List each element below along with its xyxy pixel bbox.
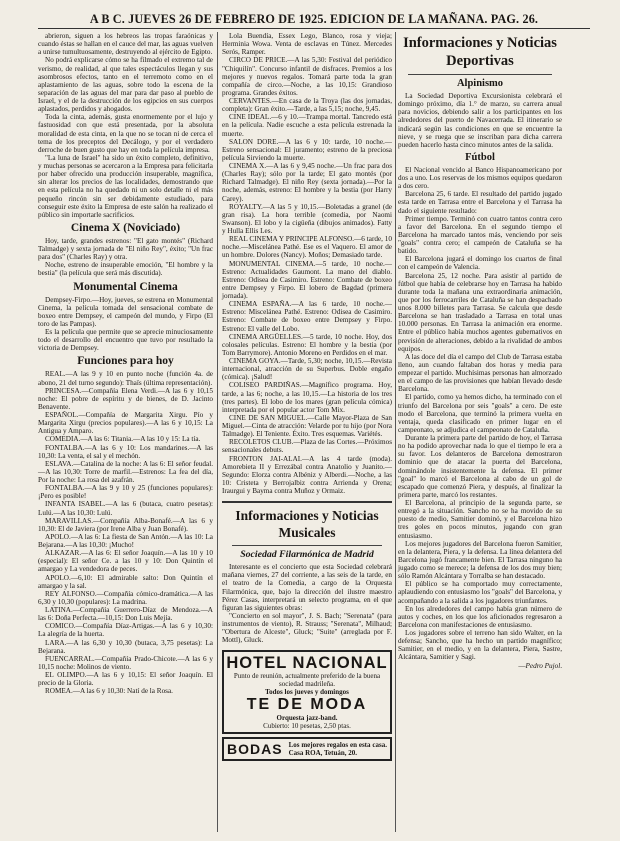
listing-entry: ALKAZAR.—A las 6: El señor Joaquín.—A las 10 y 10 (especial): El señor Ce. a las 10 y 10: Don Quintín el amargao y La vendedora de peces.	[38, 549, 213, 574]
listing-entry: APOLO.—A las 6: La fiesta de San Antón.—A las 10: La Bejarana.—A las 10,30: ¡Mucho!	[38, 532, 213, 549]
signature-name: Pedro Pujol	[525, 661, 561, 670]
ad-text: Cubierto: 10 pesetas, 2,50 ptas.	[263, 722, 351, 731]
ad-text: Punto de reunión, actualmente preferido de la buena sociedad madrileña.	[233, 672, 381, 689]
listing-entry: CINE IDEAL.—6 y 10.—Trampa mortal. Tancredo está en la película. Nadie escuche a esta película estrenada la muerte.	[222, 113, 392, 138]
listing-entry: EL OLIMPO.—A las 6 y 10,15: El señor Joaquín. El precio de la Gloria.	[38, 671, 213, 688]
paragraph: El público se ha comportado muy correctamente, aplaudiendo con entusiasmo los "goals" del Barcelona, y acompañando a la salida a los jugadores triunfantes.	[398, 580, 562, 605]
paragraph: Barcelona 25, 12 noche. Para asistir al partido de fútbol que había de celebrarse hoy en Tarrasa ha habido durante toda la mañana una extraordinaria animación, que por los ferrocarriles de Cataluña se han despachado unos 8.000 billetes para Tarrasa. Se calcula que desde Barcelona se han trasladado a Tarrasa en total unas 10.000 personas. En Tarrasa la animación era enorme. Entre el público había muchos agentes gubernativos en previsión de alteraciones, debido a la rivalidad de ambos equipos.	[398, 271, 562, 353]
listing-entry: FRONTON JAI-ALAI.—A las 4 tarde (moda). Amorebieta II y Errezábal contra Anatolio y Juanito.—Segundo: Elorza contra Albéniz y Alberdi.—Noche, a las 10: Cristeta y Berrojalbiz contra Arrienda y Orena; Iraurgui y Bayma contra Muñoz y Ormaiz.	[222, 454, 392, 495]
header-rule	[38, 28, 590, 29]
advertisement-hotel	[222, 650, 392, 734]
paragraph: El Barcelona jugará el domingo los cuartos de final con el campeón de Valencia.	[398, 255, 562, 272]
ad-text: Orquesta jazz-band.	[276, 714, 338, 723]
listing-entry: CIRCO DE PRICE.—A las 5,30: Festival del periódico "Chiquilín". Concurso infantil de disfraces. Premios a los mejores y nuevos regalos. Tomará parte toda la gran compañía de circo.—Noche, a las 10,15: Grandioso programa. Grandes éxitos.	[222, 56, 392, 97]
listing-entry: REAL CINEMA Y PRINCIPE ALFONSO.—6 tarde, 10 noche.—Miscelánea Pathé. Ese es el Vaquero. El amor de un hombre. Dolores (Nancy). Moños; Demasiado tarde.	[222, 235, 392, 260]
column-left	[38, 32, 213, 695]
listing-entry: ESPAÑOL.—Compañía de Margarita Xirgu. Pío y Margarita Xirgu (precios populares).—A las 6 y 10,15: La Antigua y Amparo.	[38, 411, 213, 436]
listing-entry: COMEDIA.—A las 6: Titania.—A las 10 y 15: La tía.	[45, 435, 201, 444]
listing-entry: CINEMA GOYA.—Tarde, 5,30; noche, 10,15.—Revista internacional, atracción de su Superbus. Doble engaño (cómica). ¡Salud!	[222, 357, 392, 382]
listing-entry: LARA.—A las 6,30 y 10,30 (butaca, 3,75 pesetas): La Bejarana.	[38, 638, 213, 655]
listing-entry: FONTALBA.—A las 6 y 10: Los mandarines.—A las 10,30: La venta, el sal y el mechón.	[38, 443, 213, 460]
listing-entry: MONUMENTAL CINEMA.—5 tarde, 10 noche.—Estreno: Actualidades Gaumont. La mano del diablo. Estreno: Odisea de Casimiro. Estreno: Combate de boxeo entre Dempsey y Firpo. El lobero de Bagdad (primera jornada).	[222, 259, 392, 300]
listing-entry: ESLAVA.—Catalina de la noche: A las 6: El señor feudal.—A las 10,30: Torre de marfil.—Estrenos: La fea del día, Por la noche: La rosa del azafrán.	[38, 459, 213, 484]
listing-entry: RECOLETOS CLUB.—Plaza de las Cortes.—Próximos sensacionales debuts.	[222, 438, 392, 455]
column-middle	[222, 32, 392, 761]
paragraph: Hoy, tarde, grandes estrenos: "El gato montés" (Richard Talmadge) y sexta jornada de "El niño Rey", éxito; "Un frac para dos" (Charles Ray) y otra.	[38, 236, 213, 262]
ad-text: Todos los jueves y domingos	[265, 688, 349, 697]
paragraph: La Sociedad Deportiva Excursionista celebrará el domingo próximo, día 1.° de marzo, su carrera anual para novicios, debiendo salir a los participantes en los alrededores del puerto de Navacerrada. El itinerario se indicará según las condiciones en que se encuentre la nieve, y se ruega que se inscriban para dicha carrera pueden hacerlo hasta cinco minutos antes de la salida.	[398, 92, 562, 149]
paragraph: "La luna de Israel" ha sido un éxito completo, definitivo, y muchas personas se acercaron a la Empresa para felicitarla por haber ofrecido una producción insuperable, magnífica, sin alterar los precios de las localidades, demostrando que en esta película no ha quedado ni un solo detalle ni el más pequeño rincón sin ser debidamente estudiado, para conseguir este éxito la Empresa de este salón ha realizado el público sin importarle sacrificios.	[38, 153, 213, 219]
ad-title: HOTEL NACIONAL	[226, 654, 388, 673]
listing-entry: COMICO.—Compañía Díaz-Artigas.—A las 6 y 10,30: La alegría de la huerta.	[38, 622, 213, 639]
paragraph: Primer tiempo. Terminó con cuatro tantos contra cero a favor del Barcelona. En el segundo tiempo el Barcelona ha marcado tantos más, venciendo por seis "goals" contra cero; el campeón de Cataluña se ha batido.	[398, 214, 562, 256]
listing-entry: ROMEA.—A las 6 y 10,30: Natí de la Rosa.	[45, 687, 173, 696]
section-heading: Informaciones y Noticias Deportivas	[403, 35, 557, 69]
listing-entry: COLISEO PARDIÑAS.—Magnífico programa. Hoy, tarde, a las 6; noche, a las 10,15.—La historia de los tres (tres partes). El lobo de los mares (gran película cómica) interpretada por el popular actor Tom Mix.	[222, 381, 392, 414]
paragraph: "Concierto en sol mayor", J. S. Bach; "Serenata" (para instrumentos de viento), R. Strauss; "Serenata", Milhaud; "Obertura de Alceste", Gluck; "Suite" (arreglada por F. Mottl), Gluck.	[222, 611, 392, 645]
listing-entry: REY ALFONSO.—Compañía cómico-dramática.—A las 6,30 y 10,30 (populares): La madrina.	[38, 589, 213, 606]
paragraph: Durante la primera parte del partido de hoy, el Tarrasa no ha podido aprovechar nada lo que el tiempo le era a su favor. Los delanteros de Barcelona demostraron dominio que de atacar la puerta del Barcelona, dominándole insistentemente la defensa. El primer "goal" lo marcó el Barcelona al cabo de un gol de escapado que comenzó Piera, y después, al finalizar la primera parte, marcó los restantes.	[398, 434, 562, 499]
paragraph: No podrá explicarse cómo se ha filmado el extremo tal de verismo, de realidad, al que tales espectáculos llegan y sus asombrosos efectos, tanto en el terremoto como en el aplastamiento de las aguas, sobre todo la escena de la separación de las aguas del mar para dar paso al pueblo de Israel, y el de la destrucción de los egipcios en sus cuerpos aplastados, perdidos y ahogados.	[38, 56, 213, 114]
column-divider	[217, 32, 218, 832]
section-rule	[232, 545, 382, 546]
column-right	[398, 32, 562, 670]
advertisement-bodas	[222, 737, 392, 761]
listing-entry: LATINA.—Compañía Guerrero-Díaz de Mendoza.—A las 6: Doña Perfecta.—10,15: Don Luis Mejía.	[38, 606, 213, 623]
paragraph: Noche, estreno de insuperable emoción, "El hombre y la bestia" (la película que será más discutida).	[38, 261, 213, 278]
paragraph: Toda la cinta, además, gusta enormemente por el lujo y fastuosidad con que está presentada, por la absoluta moralidad de esta cinta, en la que no se tocan ni de cerca el tema de los preceptos del Decálogo, y por el verdadero derroche de buen gusto que hay en toda la película impresa.	[38, 113, 213, 154]
listing-entry: APOLO.—6,10: El admirable salto: Don Quintín el amargao y la sal.	[38, 573, 213, 590]
section-heading: Cinema X (Noviciado)	[70, 221, 181, 234]
section-heading: Monumental Cinema	[73, 280, 178, 293]
listing-entry: Lola Buendía, Essex Lego, Blanco, rosa y vieja; Herminia Wowa. Venta de esclavas en Túnez. Mercedes Serós, Ramper.	[222, 32, 392, 57]
listing-entry: CERVANTES.—En casa de la Troya (las dos jornadas, completa): Gran éxito.—Tarde, a las 5,15; noche, 9,45.	[222, 97, 392, 114]
section-heading: Funciones para hoy	[77, 355, 174, 368]
listing-entry: MARAVILLAS.—Compañía Alba-Bonafé.—A las 6 y 10,30: El de Javiera (por Irene Alba y Juan Bonafé).	[38, 516, 213, 533]
ad-headline: TE DE MODA	[246, 696, 368, 714]
paragraph: Dempsey-Firpo.—Hoy, jueves, se estrena en Monumental Cinema, la película tomada del sensacional combate de boxeo entre Dempsey, el campeón del mundo, y Firpo (El toro de las Pampas).	[38, 295, 213, 328]
ad-text: Los mejores regalos en esta casa. Casa ROA, Tetuán, 20.	[288, 741, 387, 758]
paragraph: El Barcelona, al principio de la segunda parte, se entregó a la situación. Sancho no se ha movido de su puesto de medio, Samitier dominó, y el Barcelona hizo tres goles en pocos minutos, jugando con gran entusiasmo.	[398, 499, 562, 540]
page-header: A B C. JUEVES 26 DE FEBRERO DE 1925. EDICION DE LA MAÑANA. PAG. 26.	[89, 12, 539, 26]
paragraph: Barcelona 25, 6 tarde. El resultado del partido jugado esta tarde en Tarrasa entre el Barcelona y el Tarrasa ha dado el siguiente resultado:	[398, 190, 562, 215]
paragraph: Interesante es el concierto que esta Sociedad celebrará mañana viernes, 27 del corriente, a las seis de la tarde, en el teatro de la Comedia, a cargo de la Orquesta Filarmónica, que, bajo la dirección del ilustre maestro Pérez Casas, interpretará un selecto programa, en el que figuran las siguientes obras:	[222, 563, 392, 612]
paragraph: El Nacional vencido al Banco Hispanoamericano por dos a uno. Los reservas de los mismos equipos quedaron a dos cero.	[398, 165, 562, 191]
paragraph: Los mejores jugadores del Barcelona fueron Samitier, en la delantera, Piera, y la defensa. La línea delantera del Barcelona jugó francamente bien. El Tarrasa ninguno ha jugado como se merece; la defensa de los dos muy bien; sólo Ramón Alcántara y Torralba se han destacado.	[398, 539, 562, 581]
listing-entry: CINEMA ESPAÑA.—A las 6 tarde, 10 noche.—Estreno: Miscelánea Pathé. Estreno: Odisea de Casimiro. Estreno: Combate de boxeo entre Dempsey y Firpo. Estreno: El valle del Lobo.	[222, 300, 392, 333]
author-signature: —Pedro Pujol.	[518, 661, 562, 670]
subsection-heading: Sociedad Filarmónica de Madrid	[240, 549, 374, 561]
listing-entry: CINEMA X.—A las 6 y 9,45 noche.—Un frac para dos (Charles Ray); sólo por la tarde; El gato montés (por Richard Talmadge). El niño Rey (sexta jornada).—Por la noche, además, estreno: El hombre y la bestia (por Harry Carey).	[222, 162, 392, 203]
ad-title: BODAS	[227, 741, 283, 758]
paragraph: El partido, como ya hemos dicho, ha terminado con el triunfo del Barcelona por seis "goals" a cero. De este modo el Barcelona, que terminó la primera vuelta en ventaja, queda clasificado en primer lugar en el campeonato, se adjudica el campeonato de Cataluña.	[398, 393, 562, 434]
listing-entry: INFANTA ISABEL.—A las 6 (butaca, cuatro pesetas): Lulú.—A las 10,30: Lulú.	[38, 500, 213, 517]
listing-entry: CINEMA ARGÜELLES.—5 tarde, 10 noche. Hoy, dos colosales películas. Estreno: El hombre y la bestia (por Tom Barrymore). Antonio Moreno en Perdidos en el mar.	[222, 332, 392, 357]
section-heading: Informaciones y Noticias Musicales	[235, 508, 379, 541]
listing-entry: PRINCESA.—Compañía Elena Verdi.—A las 6 y 10,15 noche: El pobre de espíritu y de bienes, de D. Jacinto Benavente.	[38, 386, 213, 411]
listing-entry: FONTALBA.—A las 9 y 10 y 25 (funciones populares): ¡Pero es posible!	[38, 484, 213, 501]
paragraph: En los alrededores del campo había gran número de autos y coches, en los que los aficionados regresaron a Barcelona con manifestaciones de entusiasmo.	[398, 604, 562, 629]
listing-entry: FUENCARRAL.—Compañía Prado-Chicote.—A las 6 y 10,15 noche: Molinos de viento.	[38, 654, 213, 671]
listing-entry: ROYALTY.—A las 5 y 10,15.—Boletadas a granel (de gran risa). La hora terrible (comedia, por Naomi Swanson). El lobo y la cigüeña (dibujos animados). Fatty y Hulla Ellis Les.	[222, 202, 392, 235]
listing-entry: REAL.—A las 9 y 10 en punto noche (función 4a. de abono, 21 del turno segundo): Thaïs (última representación).	[38, 370, 213, 387]
column-divider	[395, 32, 396, 832]
section-rule	[222, 501, 392, 503]
paragraph: abrieron, siguen a los hebreos las tropas faraónicas y cuando éstas se hallan en el cauce del mar, las aguas vuelven a unirse tumultuosamente, destruyendo al ejército de Egipto.	[38, 32, 213, 57]
paragraph: Es la película que permite que se aprecie minuciosamente todo el desarrollo del encuentro que tuvo por resultado la victoria de Dempsey.	[38, 328, 213, 353]
listing-entry: CINE DE SAN MIGUEL.—Calle Mayor-Plaza de San Miguel.—Cinta de atracción: Velarde por tu hijo (por Nora Talmadge). El Teniente. Éxito. Tres esquemas. Variétés.	[222, 413, 392, 439]
subsection-heading: Alpinismo	[456, 78, 504, 89]
paragraph: A las doce del día el campo del Club de Tarrasa estaba lleno, aun cuando faltaban dos horas y media para empezar el partido. Muchísimas personas han almorzado en el campo de las provisiones que habían llevado desde Barcelona.	[398, 352, 562, 394]
paragraph: Los jugadores sobre el terreno han sido Walter, en la defensa; Sancho, que ha hecho un partido magnífico; Samitier, en el medio, y en la delantera, Piera, Sastre, Alcántara, Samitier y Sagi.	[398, 629, 562, 662]
subsection-heading: Fútbol	[465, 151, 495, 163]
section-rule	[408, 74, 552, 75]
listing-entry: SALON DORE.—A las 6 y 10: tarde, 10 noche.—Estreno sensacional: El juramento; estreno de la preciosa película Sirviendo la muerte.	[222, 137, 392, 162]
